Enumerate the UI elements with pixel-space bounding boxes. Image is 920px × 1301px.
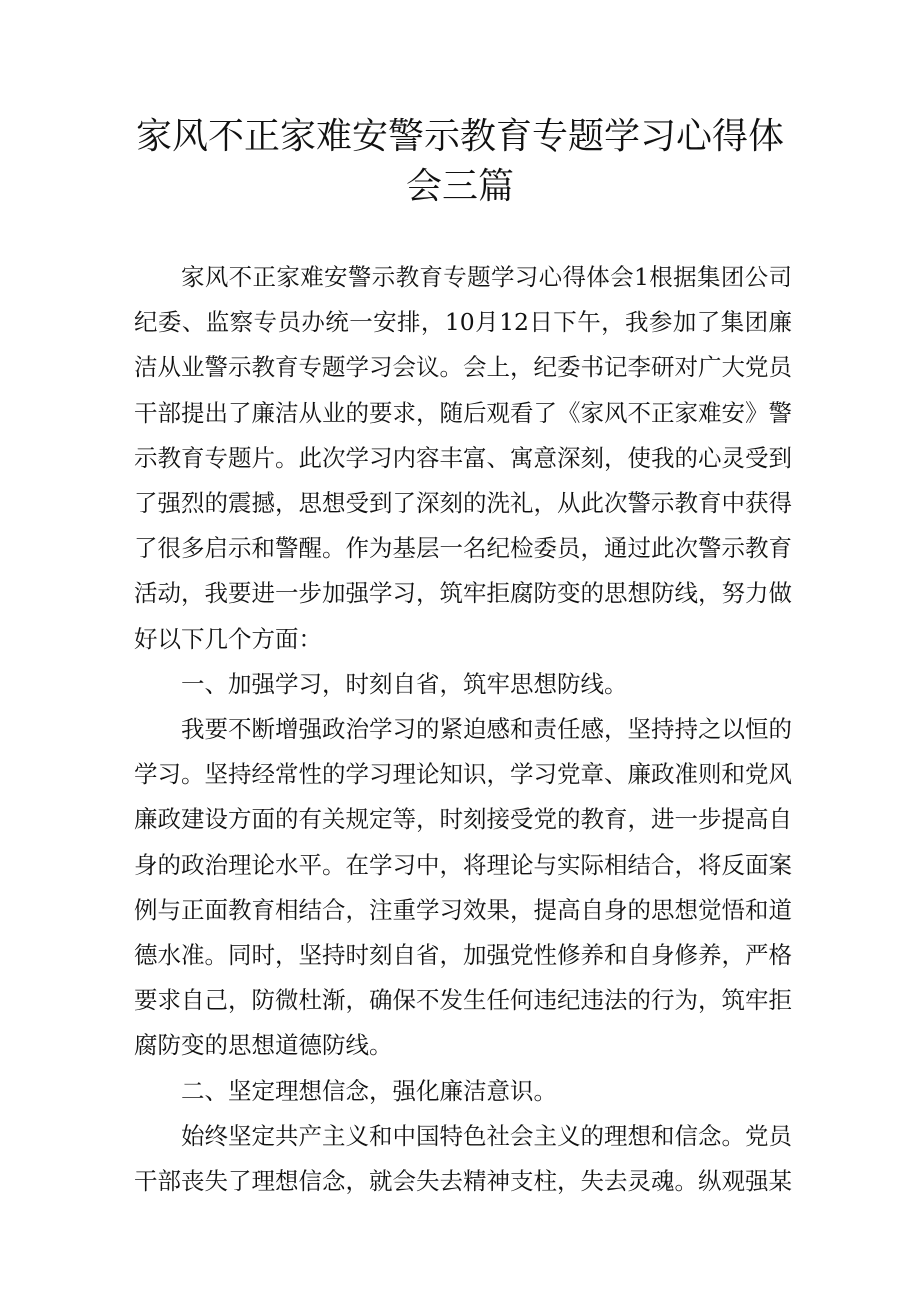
title-line-2: 会三篇 <box>405 166 514 207</box>
paragraph-intro: 家风不正家难安警示教育专题学习心得体会1根据集团公司纪委、监察专员办统一安排，10月12日下午，我参加了集团廉洁从业警示教育专题学习会议。会上，纪委书记李研对广大党员干部提出了廉洁从业的要求，随后观看了《家风不正家难安》警示教育专题片。此次学习内容丰富、寓意深刻，使我的心灵受到了强烈的震撼，思想受到了深刻的洗礼，从此次警示教育中获得了很多启示和警醒。作为基层一名纪检委员，通过此次警示教育活动，我要进一步加强学习，筑牢拒腐防变的思想防线，努力做好以下几个方面： <box>134 263 792 653</box>
document-body <box>134 255 792 1204</box>
paragraph-section-2: 始终坚定共产主义和中国特色社会主义的理想和信念。党员干部丧失了理想信念，就会失去精神支柱，失去灵魂。纵观强某 <box>134 1121 792 1196</box>
paragraph-section-1: 我要不断增强政治学习的紧迫感和责任感，坚持持之以恒的学习。坚持经常性的学习理论知识，学习党章、廉政准则和党风廉政建设方面的有关规定等，时刻接受党的教育，进一步提高自身的政治理论水平。在学习中，将理论与实际相结合，将反面案例与正面教育相结合，注重学习效果，提高自身的思想觉悟和道德水准。同时，坚持时刻自省，加强党性修养和自身修养，严格要求自己，防微杜渐，确保不发生任何违纪违法的行为，筑牢拒腐防变的思想道德防线。 <box>134 715 792 1060</box>
document-title <box>130 112 790 212</box>
section-heading-2: 二、坚定理想信念，强化廉洁意识。 <box>181 1076 557 1105</box>
title-line-1: 家风不正家难安警示教育专题学习心得体 <box>135 116 784 157</box>
section-heading-1: 一、加强学习，时刻自省，筑牢思想防线。 <box>181 669 628 698</box>
